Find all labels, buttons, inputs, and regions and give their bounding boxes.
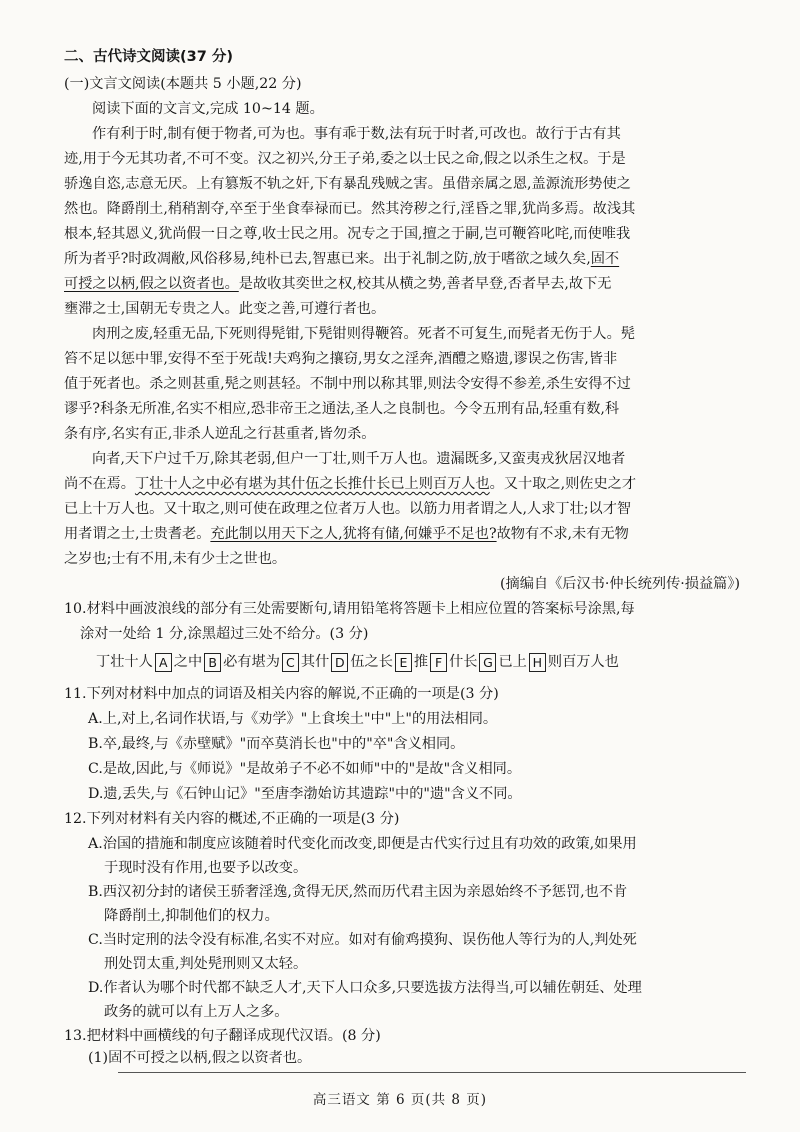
p3-line-2-b: 。又十取之,则佐史之才 [489, 476, 637, 492]
q11-option-b: B.卒,最终,与《赤壁赋》"而卒莫消长也"中的"卒"含义相同。 [88, 736, 465, 752]
q12-option-a-line-2: 于现时没有作用,也要予以改变。 [104, 860, 308, 876]
q12-option-b-line-2: 降爵削土,抑制他们的权力。 [104, 908, 279, 924]
section-heading: 二、古代诗文阅读(37 分) [64, 49, 233, 65]
q10-seg: 其什 [300, 654, 330, 670]
page-footer: 高三语文 第 6 页(共 8 页) [312, 1092, 488, 1108]
q11-option-c: C.是故,因此,与《师说》"是故弟子不必不如师"中的"是故"含义相同。 [88, 761, 522, 777]
underlined-sentence-part2: 可授之以柄,假之以资者也。 [64, 276, 239, 292]
break-option-box[interactable]: A [155, 653, 172, 672]
underlined-sentence-2: 充此制以用天下之人,犹将有储,何嫌乎不足也? [210, 526, 497, 542]
p1-line-2: 迹,用于今无其功者,不可不变。汉之初兴,分王子弟,委之以士民之命,假之以杀生之权。于是 [64, 151, 626, 167]
q12-option-a-line-1: A.治国的措施和制度应该随着时代变化而改变,即便是古代实行过且有功效的政策,如果用 [88, 836, 637, 852]
q10-stem-line-2: 涂对一处给 1 分,涂黑超过三处不给分。(3 分) [80, 626, 369, 642]
p1-line-7-tail: 是故收其奕世之权,校其从横之势,善者早登,否者早去,故下无 [238, 276, 612, 292]
q10-stem-line-1: 10.材料中画波浪线的部分有三处需要断句,请用铅笔将答题卡上相应位置的答案标号涂黑,每 [64, 601, 635, 617]
p2-line-5: 条有序,名实有正,非杀人逆乱之行甚重者,皆勿杀。 [64, 426, 376, 442]
underlined-sentence-part1: 固不 [590, 251, 620, 267]
q10-seg: 伍之长 [350, 654, 393, 670]
p3-line-2-a: 尚不在焉。 [64, 476, 135, 492]
p3-line-1: 向者,天下户过千万,除其老弱,但户一丁壮,则千万人也。遗漏既多,又蛮夷戎狄居汉地者 [92, 451, 626, 467]
q10-seg: 已上 [498, 654, 527, 670]
q10-seg: 则百万人也 [547, 654, 619, 670]
p1-line-3: 骄逸自恣,志意无厌。上有篡叛不轨之奸,下有暴乱残贼之害。虽借亲属之恩,盖源流形势使之 [64, 176, 631, 192]
p1-line-6 [64, 249, 619, 269]
p3-line-4-a: 用者谓之士,士贵耆老。 [64, 526, 211, 542]
q12-stem: 12.下列对材料有关内容的概述,不正确的一项是(3 分) [64, 811, 400, 827]
break-option-box[interactable]: D [331, 653, 348, 672]
p2-line-1: 肉刑之废,轻重无品,下死则得髡钳,下髡钳则得鞭笞。死者不可复生,而髡者无伤于人。髡 [92, 326, 635, 342]
p2-line-4: 谬乎?科条无所准,名实不相应,恐非帝王之通法,圣人之良制也。今令五刑有品,轻重有数,科 [64, 401, 620, 417]
p1-line-5: 根本,轻其恩义,犹尚假一日之尊,收士民之用。况专之于国,擅之于嗣,岂可鞭笞叱咤,而使唯我 [64, 226, 631, 242]
q12-option-c-line-2: 刑处罚太重,判处髡刑则又太轻。 [104, 956, 308, 972]
p2-line-3: 值于死者也。杀之则甚重,髡之则甚轻。不制中刑以称其罪,则法令安得不参差,杀生安得不过 [64, 376, 631, 392]
p1-line-6-text: 所为者乎?时政凋敝,风俗移易,纯朴已去,智惠已来。出于礼制之防,放于嗜欲之域久矣, [64, 251, 591, 267]
p1-line-1: 作有利于时,制有便于物者,可为也。事有乖于数,法有玩于时者,可改也。故行于古有其 [92, 126, 621, 142]
p3-line-5: 之岁也;士有不用,未有少士之世也。 [64, 551, 287, 567]
p3-line-4 [64, 524, 629, 544]
wavy-underlined-sentence: 丁壮十人之中必有堪为其什伍之长推什长已上则百万人也 [134, 476, 490, 492]
q10-seg: 必有堪为 [223, 654, 280, 670]
q12-option-d-line-1: D.作者认为哪个时代都不缺乏人才,天下人口众多,只要选拔方法得当,可以辅佐朝廷、处理 [88, 980, 642, 996]
break-option-box[interactable]: F [430, 653, 447, 672]
break-option-box[interactable]: G [479, 653, 496, 672]
q11-option-a: A.上,对上,名词作状语,与《劝学》"上食埃土"中"上"的用法相同。 [88, 711, 498, 727]
q12-option-b-line-1: B.西汉初分封的诸侯王骄奢淫逸,贪得无厌,然而历代君主因为亲恩始终不予惩罚,也不肯 [88, 884, 628, 900]
q12-option-c-line-1: C.当时定刑的法令没有标准,名实不对应。如对有偷鸡摸狗、误伤他人等行为的人,判处死 [88, 932, 637, 948]
q13-stem: 13.把材料中画横线的句子翻译成现代汉语。(8 分) [64, 1028, 381, 1044]
q12-option-d-line-2: 政务的就可以有上万人之多。 [104, 1004, 289, 1020]
q11-stem: 11.下列对材料中加点的词语及相关内容的解说,不正确的一项是(3 分) [64, 686, 499, 702]
q10-seg: 什长 [449, 654, 478, 670]
p3-line-2 [64, 474, 636, 494]
answer-line[interactable] [118, 1072, 746, 1073]
break-option-box[interactable]: C [282, 653, 299, 672]
break-option-box[interactable]: B [204, 653, 221, 672]
passage-source: (摘编自《后汉书·仲长统列传·损益篇》) [500, 576, 740, 592]
q10-seg: 推 [413, 654, 429, 670]
instruction: 阅读下面的文言文,完成 10~14 题。 [92, 101, 324, 117]
p3-line-3: 已上十万人也。又十取之,则可使在政理之位者万人也。以筋力用者谓之人,人求丁壮;以才智 [64, 501, 632, 517]
q13-part-1: (1)固不可授之以柄,假之以资者也。 [88, 1050, 312, 1066]
p1-line-8: 壅滞之士,国朝无专贵之人。此变之善,可遵行者也。 [64, 301, 386, 317]
break-option-box[interactable]: E [395, 653, 412, 672]
q10-seg: 丁壮十人 [96, 654, 153, 670]
q11-option-d: D.遗,丢失,与《石钟山记》"至唐李渤始访其遗踪"中的"遗"含义不同。 [88, 786, 522, 802]
sub-heading: (一)文言文阅读(本题共 5 小题,22 分) [64, 76, 302, 92]
p3-line-4-b: 故物有不求,未有无物 [496, 526, 629, 542]
q10-break-options [96, 652, 619, 672]
p1-line-7 [64, 274, 612, 294]
p2-line-2: 笞不足以惩中罪,安得不至于死哉!夫鸡狗之攘窃,男女之淫奔,酒醴之赂遗,谬误之伤害,皆非 [64, 351, 618, 367]
q10-seg: 之中 [173, 654, 203, 670]
break-option-box[interactable]: H [529, 653, 546, 672]
p1-line-4: 然也。降爵削土,稍稍割夺,卒至于坐食奉禄而已。然其洿秽之行,淫昏之罪,犹尚多焉。故浅其 [64, 201, 636, 217]
